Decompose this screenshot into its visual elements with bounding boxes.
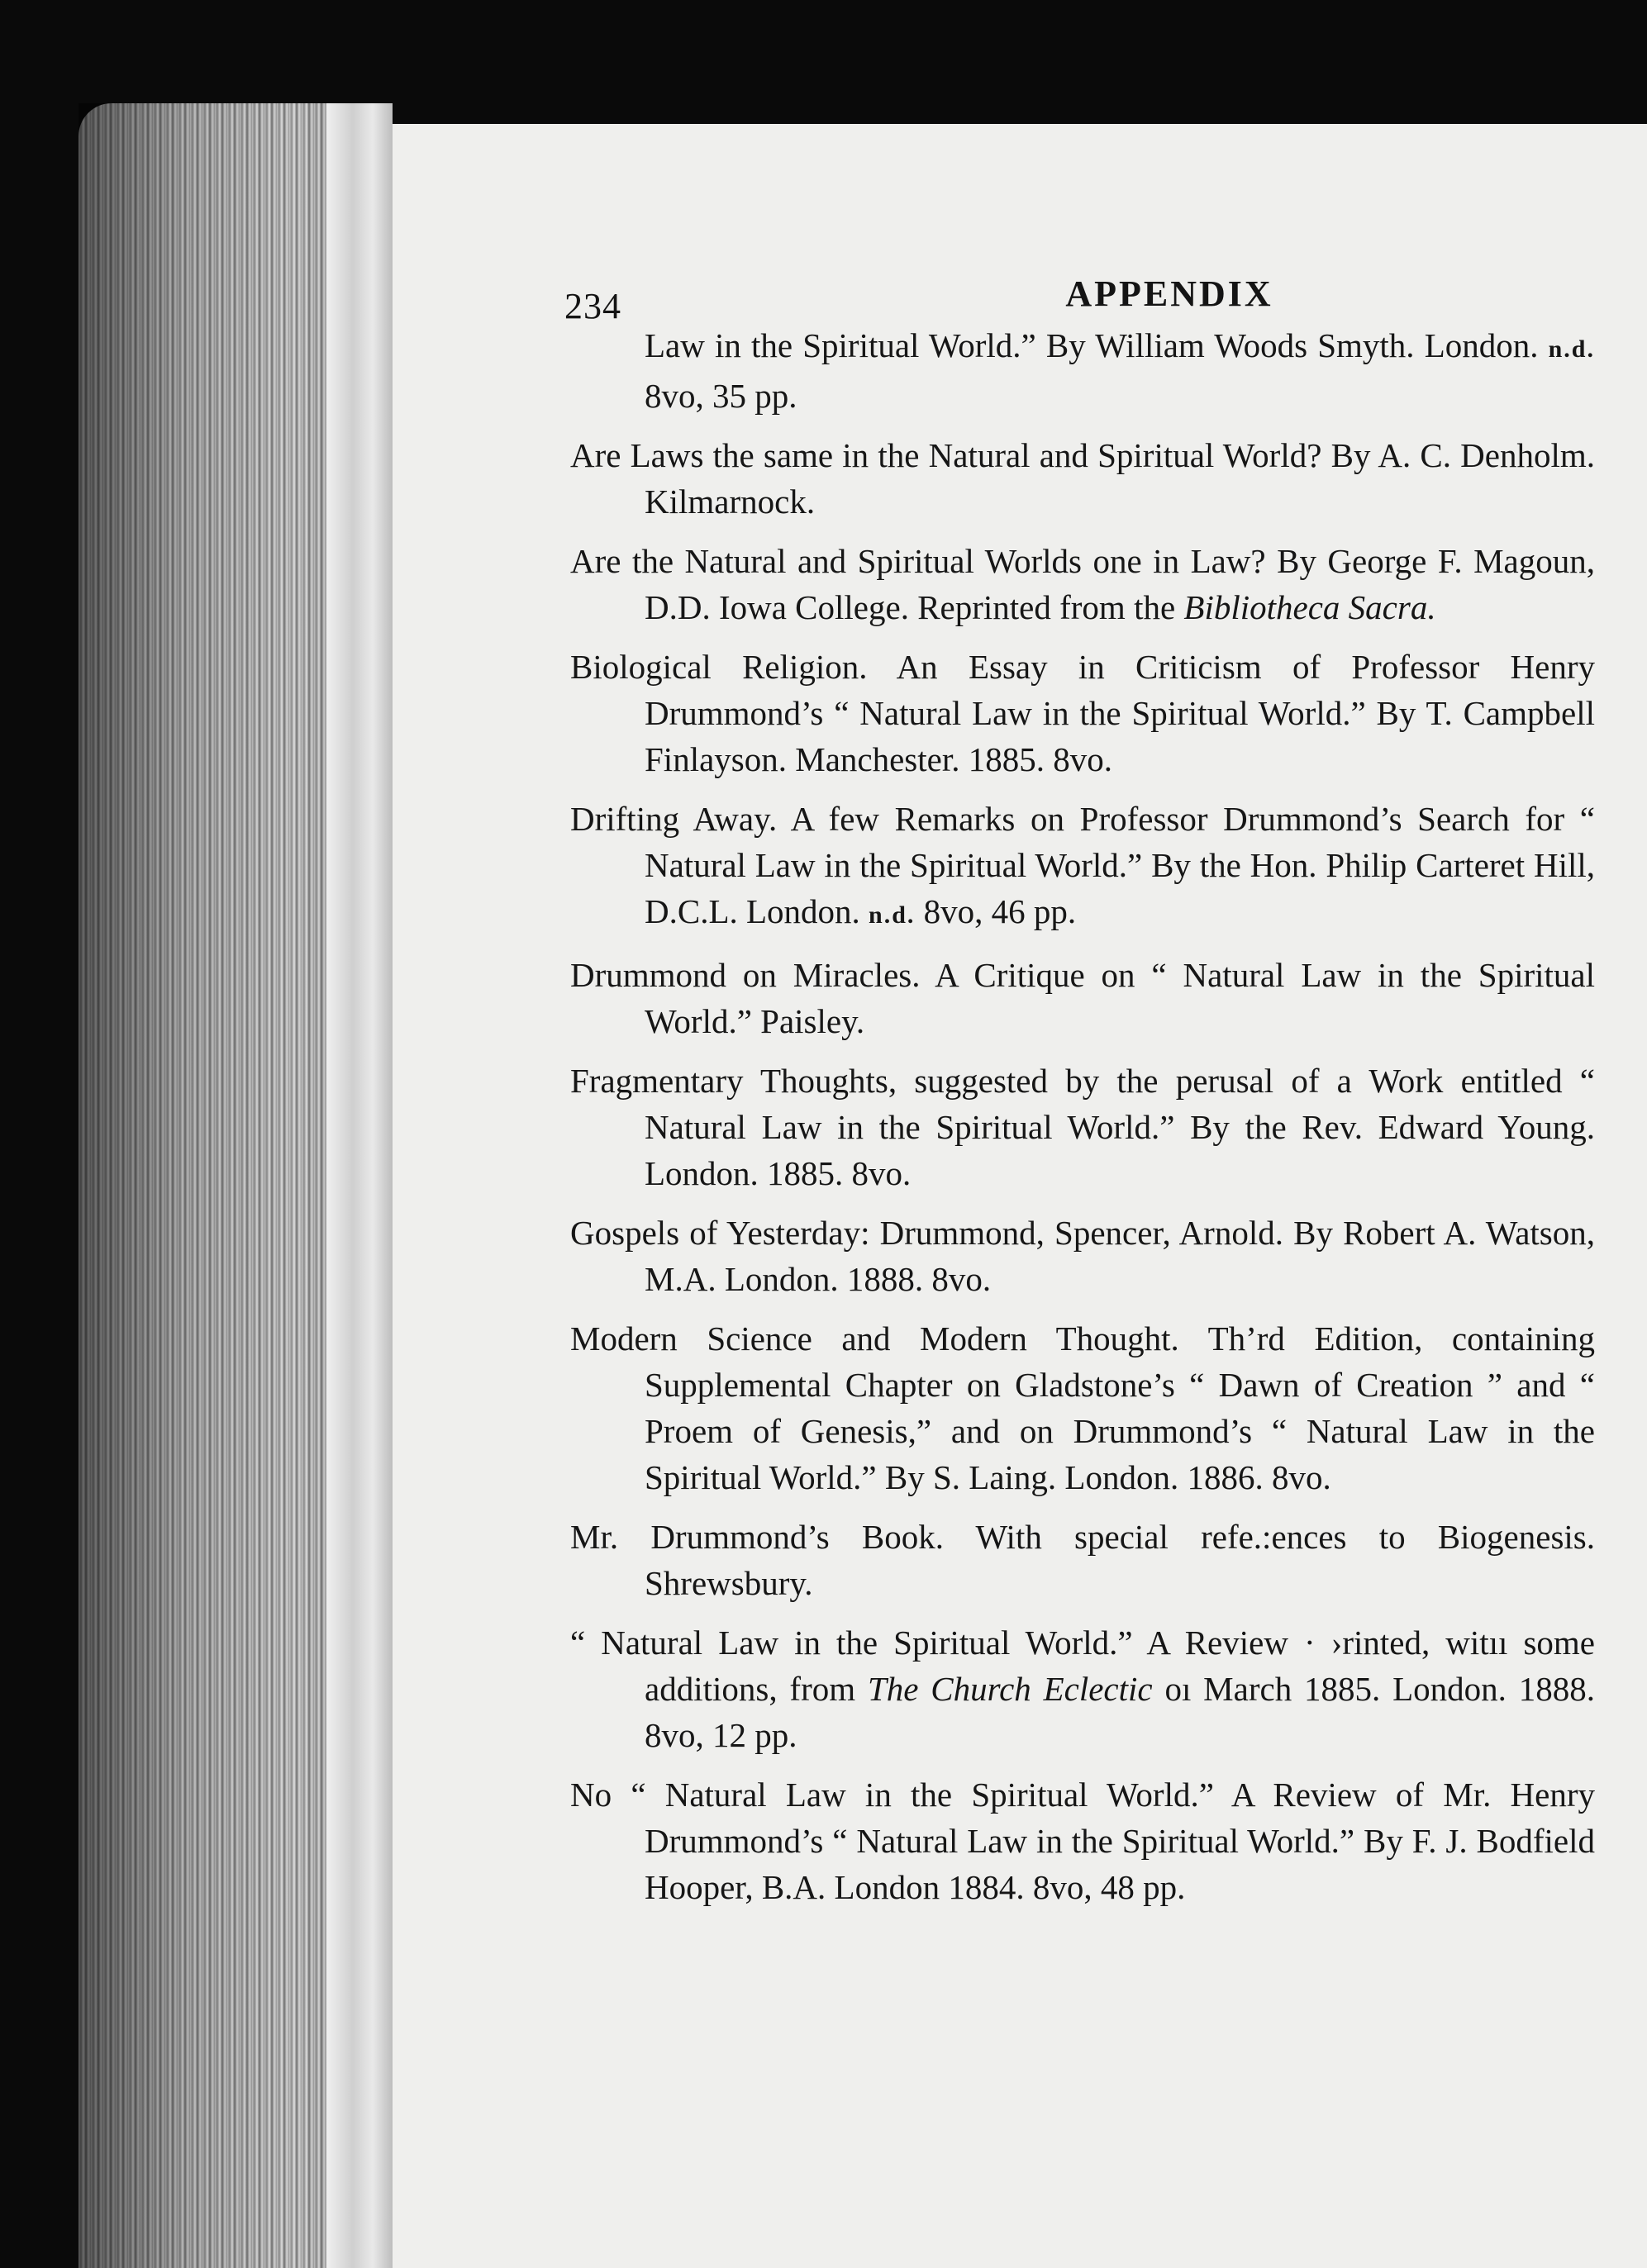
- bibliography-entry: No “ Natural Law in the Spiritual World.” A Review of Mr. Henry Drummond’s “ Natural Law in the Spiritual World.” By F. J. Bodfield Hooper, B.A. London 1884. 8vo, 48 pp.: [570, 1776, 1595, 1906]
- no-date-abbrev: n.d.: [1548, 335, 1595, 363]
- page-number: 234: [564, 286, 621, 326]
- italic-title: Bibliotheca Sacra.: [1183, 588, 1436, 626]
- italic-title: The Church Eclectic: [867, 1670, 1153, 1708]
- bibliography-entry: Modern Science and Modern Thought. Th’rd Edition, containing Supplemental Chapter on Gladstone’s “ Dawn of Creation ” and “ Proem of Genesis,” and on Drummond’s “ Natural Law in the Spiritual World.” By S. Laing. London. 1886. 8vo.: [570, 1319, 1595, 1496]
- bibliography-entry: “ Natural Law in the Spiritual World.” A Review · ›rinted, witıı some additions, from The Church Eclectic oı March 1885. London. 1888. 8vo, 12 pp.: [570, 1624, 1595, 1754]
- bibliography-entry: Mr. Drummond’s Book. With special refe.:ences to Biogenesis. Shrewsbury.: [570, 1518, 1595, 1602]
- bibliography-entry: Law in the Spiritual World.” By William Woods Smyth. London. n.d. 8vo, 35 pp.: [645, 326, 1595, 415]
- book: [79, 103, 1647, 2268]
- bibliography-entry: Drifting Away. A few Remarks on Professor Drummond’s Search for “ Natural Law in the Spiritual World.” By the Hon. Philip Carteret Hill, D.C.L. London. n.d. 8vo, 46 pp.: [570, 800, 1595, 930]
- no-date-abbrev: n.d.: [869, 901, 916, 929]
- bibliography-entry: Are the Natural and Spiritual Worlds one in Law? By George F. Magoun, D.D. Iowa College. Reprinted from the Bibliotheca Sacra.: [570, 542, 1595, 626]
- bibliography-entry: Biological Religion. An Essay in Criticism of Professor Henry Drummond’s “ Natural Law in the Spiritual World.” By T. Campbell Finlayson. Manchester. 1885. 8vo.: [570, 648, 1595, 778]
- bibliography-entry: Fragmentary Thoughts, suggested by the perusal of a Work entitled “ Natural Law in the Spiritual World.” By the Rev. Edward Young. London. 1885. 8vo.: [570, 1062, 1595, 1192]
- bibliography-list: [570, 322, 1595, 1923]
- printed-page: [393, 124, 1647, 2268]
- bibliography-entry: Gospels of Yesterday: Drummond, Spencer, Arnold. By Robert A. Watson, M.A. London. 1888. 8vo.: [570, 1214, 1595, 1298]
- page-edge-shade: [326, 103, 393, 2268]
- bibliography-entry: Drummond on Miracles. A Critique on “ Natural Law in the Spiritual World.” Paisley.: [570, 956, 1595, 1040]
- running-head-title: APPENDIX: [1065, 273, 1273, 314]
- bibliography-entry: Are Laws the same in the Natural and Spiritual World? By A. C. Denholm. Kilmarnock.: [570, 436, 1595, 521]
